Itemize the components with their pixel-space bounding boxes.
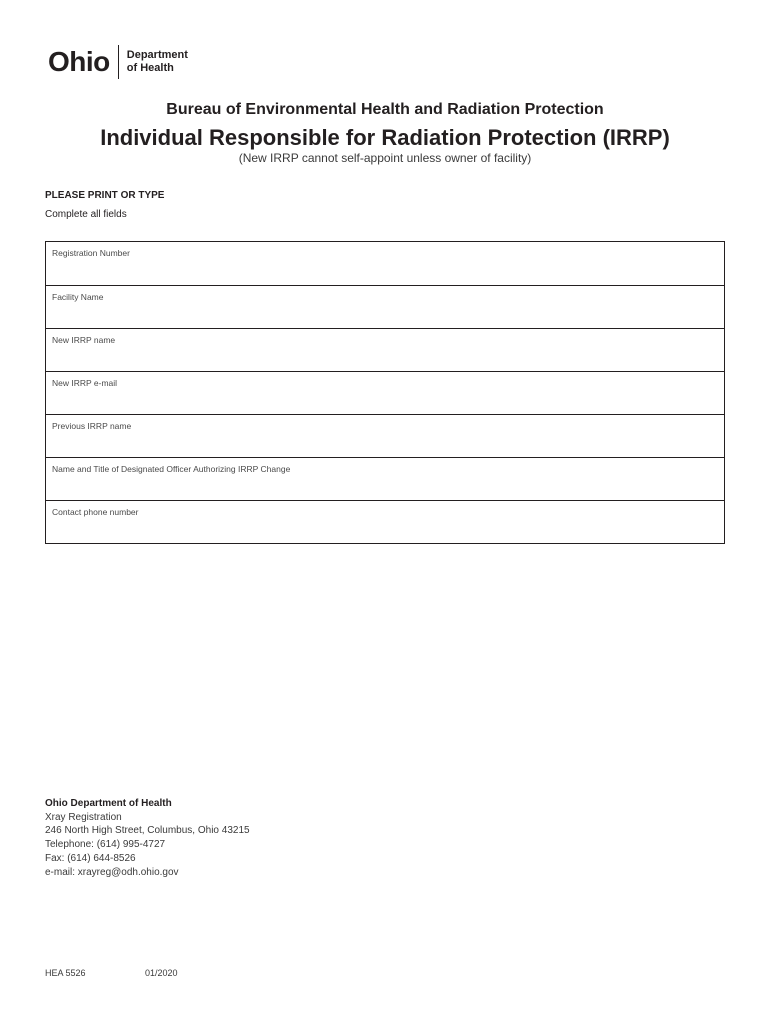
previous-irrp-name-field[interactable] <box>46 414 724 457</box>
new-irrp-email-field[interactable] <box>46 371 724 414</box>
logo-dept-line2: of Health <box>126 62 174 74</box>
ohio-department-of-health-logo <box>48 44 188 80</box>
field-label: New IRRP e-mail <box>52 378 118 388</box>
field-label: Facility Name <box>52 292 104 302</box>
ohio-wordmark: Ohio <box>48 46 110 77</box>
contact-org: Ohio Department of Health <box>45 798 172 809</box>
logo-divider <box>118 45 119 79</box>
field-label: Previous IRRP name <box>52 421 132 431</box>
contact-fax: Fax: (614) 644-8526 <box>45 852 136 864</box>
bureau-heading: Bureau of Environmental Health and Radiation Protection <box>166 101 604 118</box>
contact-block <box>45 797 250 879</box>
contact-dept: Xray Registration <box>45 811 122 823</box>
registration-number-field[interactable] <box>46 242 724 285</box>
contact-phone-field[interactable] <box>46 500 724 543</box>
page-subtitle: (New IRRP cannot self-appoint unless owner of facility) <box>238 151 532 165</box>
irrp-form <box>45 241 725 544</box>
page-title: Individual Responsible for Radiation Protection (IRRP) <box>100 125 670 150</box>
contact-email: e-mail: xrayreg@odh.ohio.gov <box>45 866 179 878</box>
designated-officer-field[interactable] <box>46 457 724 500</box>
field-label: Registration Number <box>52 248 130 258</box>
contact-telephone: Telephone: (614) 995-4727 <box>45 839 166 851</box>
print-instruction: PLEASE PRINT OR TYPE <box>45 190 165 201</box>
new-irrp-name-field[interactable] <box>46 328 724 371</box>
field-label: Name and Title of Designated Officer Authorizing IRRP Change <box>52 464 291 474</box>
form-code: HEA 5526 <box>45 968 86 978</box>
field-label: Contact phone number <box>52 507 139 517</box>
contact-address: 246 North High Street, Columbus, Ohio 43215 <box>45 825 250 837</box>
logo-dept-line1: Department <box>126 49 188 61</box>
facility-name-field[interactable] <box>46 285 724 328</box>
field-label: New IRRP name <box>52 335 116 345</box>
complete-instruction: Complete all fields <box>45 209 127 220</box>
form-date: 01/2020 <box>145 968 178 978</box>
logo-department-text <box>127 49 188 75</box>
